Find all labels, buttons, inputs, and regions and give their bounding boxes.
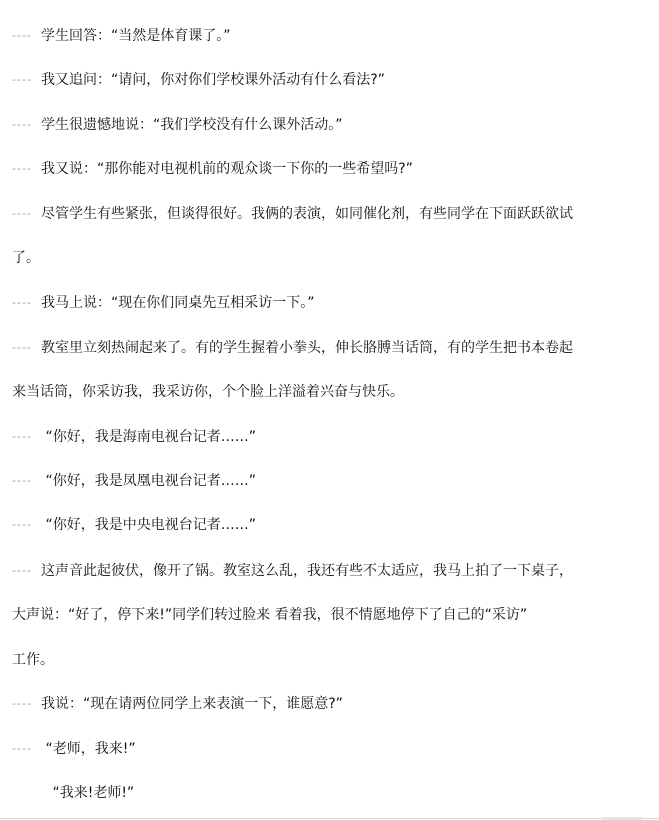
indent-marker: ---- — [12, 162, 32, 175]
paragraph-line — [12, 204, 651, 224]
paragraph-line — [12, 650, 651, 670]
indent-marker: ---- — [12, 118, 32, 131]
paragraph-line — [12, 115, 651, 135]
line-text: 学生回答：“当然是体育课了。” — [41, 28, 231, 44]
paragraph-line — [12, 561, 651, 581]
paragraph-line — [12, 515, 651, 535]
page-bottom-border — [0, 818, 659, 819]
line-text: 我说：“现在请两位同学上来表演一下，谁愿意?” — [41, 696, 343, 712]
paragraph-line — [12, 694, 651, 714]
indent-marker: ---- — [12, 430, 32, 443]
line-text: “你好，我是凤凰电视台记者……” — [41, 473, 256, 489]
line-text: “你好，我是中央电视台记者……” — [41, 517, 256, 533]
indent-marker: ---- — [12, 697, 32, 710]
indent-marker: ---- — [12, 518, 32, 531]
line-text: 我马上说：“现在你们同桌先互相采访一下。” — [41, 295, 315, 311]
line-text: “我来!老师!” — [48, 785, 135, 801]
indent-marker: ---- — [12, 207, 32, 220]
line-text: 了。 — [12, 250, 40, 266]
line-text: 学生很遗憾地说：“我们学校没有什么课外活动。” — [41, 117, 343, 133]
line-text: 尽管学生有些紧张，但谈得很好。我俩的表演，如同催化剂，有些同学在下面跃跃欲试 — [41, 206, 573, 222]
paragraph-line — [12, 293, 651, 313]
line-text: 教室里立刻热闹起来了。有的学生握着小拳头，伸长胳膊当话筒，有的学生把书本卷起 — [41, 340, 573, 356]
paragraph-line — [12, 783, 651, 803]
indent-marker: ---- — [12, 742, 32, 755]
paragraph-line — [12, 427, 651, 447]
paragraph-line — [12, 382, 651, 402]
indent-marker: ---- — [12, 564, 32, 577]
indent-marker: ---- — [12, 474, 32, 487]
paragraph-line — [12, 471, 651, 491]
indent-marker: ---- — [12, 73, 32, 86]
line-text: 我又追问：“请问，你对你们学校课外活动有什么看法?” — [41, 72, 385, 88]
paragraph-line — [12, 70, 651, 90]
line-text: 大声说：“好了，停下来!”同学们转过脸来 看着我，很不情愿地停下了自己的“采访” — [12, 607, 528, 623]
paragraph-line — [12, 26, 651, 46]
paragraph-line — [12, 248, 651, 268]
paragraph-line — [12, 338, 651, 358]
line-text: 我又说：“那你能对电视机前的观众谈一下你的一些希望吗?” — [41, 161, 413, 177]
line-text: “你好，我是海南电视台记者……” — [41, 429, 256, 445]
paragraph-line — [12, 159, 651, 179]
paragraph-line — [12, 605, 651, 625]
line-text: 这声音此起彼伏，像开了锅。教室这么乱，我还有些不太适应，我马上拍了一下桌子， — [41, 563, 573, 579]
indent-marker: ---- — [12, 29, 32, 42]
line-text: 工作。 — [12, 652, 54, 668]
indent-marker: ---- — [12, 341, 32, 354]
indent-marker: ---- — [12, 296, 32, 309]
line-text: “老师，我来!” — [41, 741, 136, 757]
line-text: 来当话筒，你采访我，我采访你，个个脸上洋溢着兴奋与快乐。 — [12, 384, 404, 400]
paragraph-line — [12, 739, 651, 759]
